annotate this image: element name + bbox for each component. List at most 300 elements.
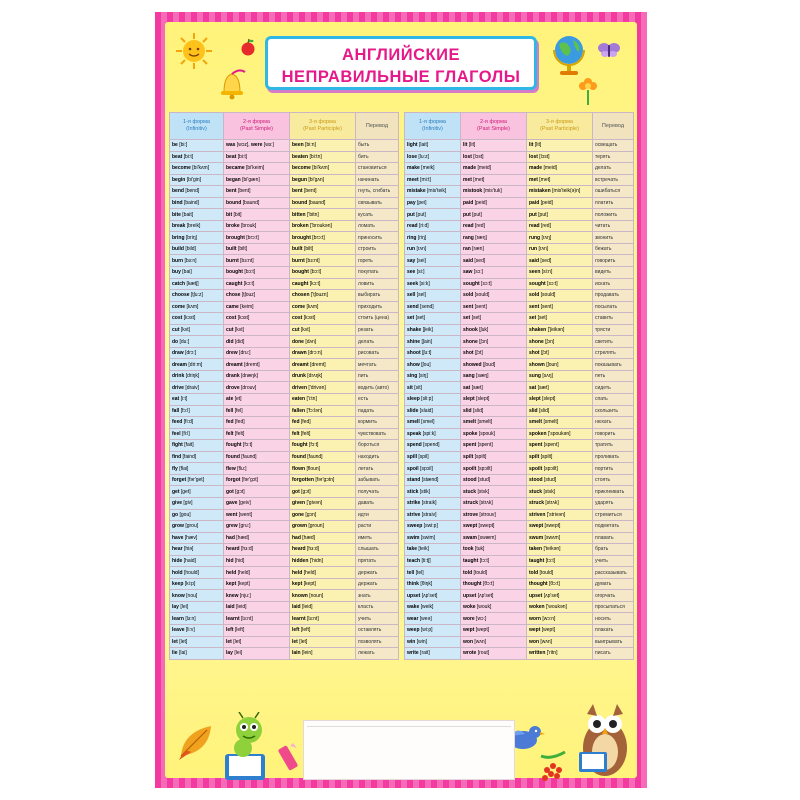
table-row — [170, 636, 399, 648]
form1-cell: choose [tʃu:z] — [170, 290, 224, 302]
form2-cell: fell [fel] — [224, 405, 290, 417]
butterfly-icon — [597, 42, 621, 58]
form1-cell: fight [fait] — [170, 440, 224, 452]
form1-cell: bring [briŋ] — [170, 232, 224, 244]
form3-cell: worn [wɔ:n] — [527, 613, 593, 625]
form2-cell: upset [ʌp'set] — [461, 590, 527, 602]
form3-cell: fallen ['fɔ:lən] — [290, 405, 356, 417]
table-row — [405, 474, 634, 486]
form3-cell: caught [kɔ:t] — [290, 278, 356, 290]
table-row — [170, 648, 399, 660]
table-row — [405, 497, 634, 509]
translation-cell: оставлять — [356, 624, 399, 636]
form2-cell: got [gɔt] — [224, 486, 290, 498]
form2-cell: spent [spent] — [461, 440, 527, 452]
form3-cell: begun [bi'gʌn] — [290, 174, 356, 186]
form3-cell: broken ['broukən] — [290, 220, 356, 232]
form2-cell: bought [bɔ:t] — [224, 267, 290, 279]
translation-cell: выбирать — [356, 290, 399, 302]
translation-cell: портить — [593, 463, 634, 475]
form2-cell: slept [slept] — [461, 394, 527, 406]
form3-cell: stood [stud] — [527, 474, 593, 486]
table-row — [405, 532, 634, 544]
form3-cell: shot [ʃɔt] — [527, 347, 593, 359]
form3-cell: left [left] — [290, 624, 356, 636]
form2-cell: took [tuk] — [461, 544, 527, 556]
form2-cell: fought [fɔ:t] — [224, 440, 290, 452]
form2-cell: made [meid] — [461, 163, 527, 175]
form1-cell: spend [spend] — [405, 440, 461, 452]
table-row — [405, 521, 634, 533]
form1-cell: go [gou] — [170, 509, 224, 521]
form1-cell: tell [tel] — [405, 567, 461, 579]
translation-cell: делать — [593, 163, 634, 175]
table-row — [170, 451, 399, 463]
form3-cell: shone [ʃɔn] — [527, 336, 593, 348]
translation-cell: летать — [356, 463, 399, 475]
form1-cell: leave [li:v] — [170, 624, 224, 636]
form2-cell: put [put] — [461, 209, 527, 221]
form1-cell: fall [fɔ:l] — [170, 405, 224, 417]
form2-cell: kept [kept] — [224, 578, 290, 590]
form1-cell: let [let] — [170, 636, 224, 648]
form2-cell: went [went] — [224, 509, 290, 521]
table-header-row — [405, 113, 634, 140]
form2-cell: became [bi'keim] — [224, 163, 290, 175]
table-row — [170, 544, 399, 556]
form1-cell: get [get] — [170, 486, 224, 498]
form1-cell: think [θiŋk] — [405, 578, 461, 590]
form1-cell: spoil [spɔil] — [405, 463, 461, 475]
translation-cell: рисовать — [356, 347, 399, 359]
bell-icon — [215, 66, 249, 102]
owl-icon — [573, 694, 635, 782]
form1-cell: sell [sel] — [405, 290, 461, 302]
form3-cell: sold [sould] — [527, 290, 593, 302]
form1-cell: be [bi:] — [170, 140, 224, 152]
translation-cell: прятать — [356, 555, 399, 567]
table-row — [170, 336, 399, 348]
form3-cell: eaten ['i:tn] — [290, 394, 356, 406]
form3-cell: come [kʌm] — [290, 301, 356, 313]
header-form1: 1-я форма (Infinitiv) — [170, 113, 224, 140]
form2-cell: woke [wouk] — [461, 601, 527, 613]
imprint-block — [303, 720, 515, 780]
form1-cell: draw [drɔ:] — [170, 347, 224, 359]
form3-cell: bought [bɔ:t] — [290, 267, 356, 279]
form3-cell: upset [ʌp'set] — [527, 590, 593, 602]
translation-cell: начинать — [356, 174, 399, 186]
translation-cell: плавать — [593, 532, 634, 544]
form1-cell: make [meik] — [405, 163, 461, 175]
form3-cell: striven ['strivən] — [527, 509, 593, 521]
table-row — [170, 197, 399, 209]
table-row — [170, 509, 399, 521]
translation-cell: носить — [593, 613, 634, 625]
form3-cell: had [hæd] — [290, 532, 356, 544]
form2-cell: wept [wept] — [461, 624, 527, 636]
form1-cell: write [rait] — [405, 648, 461, 660]
translation-cell: идти — [356, 509, 399, 521]
form1-cell: smell [smel] — [405, 417, 461, 429]
table-row — [170, 163, 399, 175]
table-row — [170, 255, 399, 267]
form1-cell: take [teik] — [405, 544, 461, 556]
table-row — [170, 359, 399, 371]
translation-cell: показывать — [593, 359, 634, 371]
form2-cell: paid [peid] — [461, 197, 527, 209]
form1-cell: lay [lei] — [170, 601, 224, 613]
form3-cell: drunk [drʌŋk] — [290, 370, 356, 382]
form2-cell: drew [dru:] — [224, 347, 290, 359]
table-row — [405, 648, 634, 660]
form3-cell: spent [spent] — [527, 440, 593, 452]
form2-cell: cut [kʌt] — [224, 324, 290, 336]
form2-cell: grew [gru:] — [224, 521, 290, 533]
form2-cell: stood [stud] — [461, 474, 527, 486]
translation-cell: сидеть — [593, 382, 634, 394]
table-row — [405, 151, 634, 163]
form3-cell: sought [sɔ:t] — [527, 278, 593, 290]
form2-cell: built [bilt] — [224, 243, 290, 255]
table-row — [405, 301, 634, 313]
title-line-1: АНГЛИЙСКИЕ — [342, 46, 460, 64]
form3-cell: taught [tɔ:t] — [527, 555, 593, 567]
header-form3: 3-я форма (Past Participle) — [527, 113, 593, 140]
form1-cell: ring [riŋ] — [405, 232, 461, 244]
form1-cell: teach [ti:tʃ] — [405, 555, 461, 567]
translation-cell: учить — [356, 613, 399, 625]
table-row — [170, 497, 399, 509]
form3-cell: drawn [drɔ:n] — [290, 347, 356, 359]
form3-cell: hidden ['hidn] — [290, 555, 356, 567]
form1-cell: eat [i:t] — [170, 394, 224, 406]
form3-cell: wept [wept] — [527, 624, 593, 636]
table-row — [405, 578, 634, 590]
form2-cell: caught [kɔ:t] — [224, 278, 290, 290]
form1-cell: send [send] — [405, 301, 461, 313]
form1-cell: do [du:] — [170, 336, 224, 348]
form3-cell: forgotten [fər'gɔtn] — [290, 474, 356, 486]
flower-icon — [575, 76, 601, 106]
table-row — [405, 359, 634, 371]
form2-cell: began [bi'gæn] — [224, 174, 290, 186]
table-row — [170, 243, 399, 255]
form1-cell: become [bi'kʌm] — [170, 163, 224, 175]
translation-cell: лежать — [356, 648, 399, 660]
form1-cell: light [lait] — [405, 140, 461, 152]
verbs-table-right — [404, 112, 634, 660]
table-row — [405, 243, 634, 255]
form1-cell: see [si:] — [405, 267, 461, 279]
form1-cell: pay [pei] — [405, 197, 461, 209]
translation-cell: получать — [356, 486, 399, 498]
form2-cell: smelt [smelt] — [461, 417, 527, 429]
form2-cell: hid [hid] — [224, 555, 290, 567]
form2-cell: brought [brɔ:t] — [224, 232, 290, 244]
form3-cell: let [let] — [290, 636, 356, 648]
form2-cell: cost [kɔst] — [224, 313, 290, 325]
form2-cell: mistook [mis'tuk] — [461, 186, 527, 198]
form1-cell: put [put] — [405, 209, 461, 221]
translation-cell: видеть — [593, 267, 634, 279]
translation-cell: водить (авто) — [356, 382, 399, 394]
translation-cell: нюхать — [593, 417, 634, 429]
table-row — [405, 186, 634, 198]
form3-cell: lost [lɔst] — [527, 151, 593, 163]
translation-cell: освещать — [593, 140, 634, 152]
header-translation: Перевод — [593, 113, 634, 140]
table-row — [405, 220, 634, 232]
form2-cell: set [set] — [461, 313, 527, 325]
translation-cell: читать — [593, 220, 634, 232]
form3-cell: swept [swept] — [527, 521, 593, 533]
form1-cell: dream [dri:m] — [170, 359, 224, 371]
form1-cell: win [win] — [405, 636, 461, 648]
table-row — [170, 324, 399, 336]
translation-cell: кормить — [356, 417, 399, 429]
table-row — [405, 405, 634, 417]
form3-cell: felt [felt] — [290, 428, 356, 440]
form1-cell: lose [lu:z] — [405, 151, 461, 163]
translation-cell: слышать — [356, 544, 399, 556]
translation-cell: продавать — [593, 290, 634, 302]
form3-cell: bitten ['bitn] — [290, 209, 356, 221]
form1-cell: stand [stænd] — [405, 474, 461, 486]
form1-cell: know [nou] — [170, 590, 224, 602]
table-row — [170, 613, 399, 625]
form2-cell: slid [slid] — [461, 405, 527, 417]
form2-cell: let [let] — [224, 636, 290, 648]
form1-cell: keep [ki:p] — [170, 578, 224, 590]
form1-cell: drink [driŋk] — [170, 370, 224, 382]
form2-cell: laid [leid] — [224, 601, 290, 613]
translation-cell: думать — [593, 578, 634, 590]
table-row — [405, 486, 634, 498]
form2-cell: burnt [bɜ:nt] — [224, 255, 290, 267]
translation-cell: гореть — [356, 255, 399, 267]
form3-cell: spoken ['spoukən] — [527, 428, 593, 440]
translation-cell: трясти — [593, 324, 634, 336]
form3-cell: brought [brɔ:t] — [290, 232, 356, 244]
translation-cell: ловить — [356, 278, 399, 290]
table-row — [170, 417, 399, 429]
form3-cell: flown [floun] — [290, 463, 356, 475]
form1-cell: beat [bi:t] — [170, 151, 224, 163]
form1-cell: read [ri:d] — [405, 220, 461, 232]
translation-cell: связывать — [356, 197, 399, 209]
translation-cell: огорчать — [593, 590, 634, 602]
translation-cell: ставить — [593, 313, 634, 325]
form2-cell: met [met] — [461, 174, 527, 186]
table-row — [170, 301, 399, 313]
translation-cell: положить — [593, 209, 634, 221]
table-row — [170, 382, 399, 394]
table-row — [405, 624, 634, 636]
form1-cell: have [hæv] — [170, 532, 224, 544]
form3-cell: stuck [stʌk] — [527, 486, 593, 498]
table-row — [405, 197, 634, 209]
form1-cell: grow [grou] — [170, 521, 224, 533]
form3-cell: told [tould] — [527, 567, 593, 579]
table-row — [170, 267, 399, 279]
form2-cell: knew [nju:] — [224, 590, 290, 602]
table-row — [405, 290, 634, 302]
form2-cell: sent [sent] — [461, 301, 527, 313]
form1-cell: fly [flai] — [170, 463, 224, 475]
form3-cell: won [wʌn] — [527, 636, 593, 648]
table-row — [405, 382, 634, 394]
translation-cell: резать — [356, 324, 399, 336]
form3-cell: swum [swʌm] — [527, 532, 593, 544]
table-row — [405, 278, 634, 290]
form3-cell: heard [hɜ:d] — [290, 544, 356, 556]
form1-cell: hide [haid] — [170, 555, 224, 567]
form2-cell: struck [strʌk] — [461, 497, 527, 509]
table-row — [405, 613, 634, 625]
poster — [155, 12, 647, 788]
form1-cell: wake [weik] — [405, 601, 461, 613]
translation-cell: кусать — [356, 209, 399, 221]
translation-cell: проливать — [593, 451, 634, 463]
table-row — [405, 544, 634, 556]
poster-title — [265, 36, 537, 90]
table-row — [405, 451, 634, 463]
form3-cell: met [met] — [527, 174, 593, 186]
form1-cell: find [faind] — [170, 451, 224, 463]
form2-cell: flew [flu:] — [224, 463, 290, 475]
form1-cell: meet [mi:t] — [405, 174, 461, 186]
translation-cell: падать — [356, 405, 399, 417]
form3-cell: woken ['woukən] — [527, 601, 593, 613]
table-row — [170, 405, 399, 417]
form3-cell: learnt [lɜ:nt] — [290, 613, 356, 625]
form3-cell: done [dʌn] — [290, 336, 356, 348]
form1-cell: say [sei] — [405, 255, 461, 267]
caterpillar-icon — [223, 712, 285, 782]
translation-cell: брать — [593, 544, 634, 556]
translation-cell: приносить — [356, 232, 399, 244]
table-header-row — [170, 113, 399, 140]
form1-cell: burn [bɜ:n] — [170, 255, 224, 267]
header-translation: Перевод — [356, 113, 399, 140]
form2-cell: fed [fed] — [224, 417, 290, 429]
form3-cell: bound [baund] — [290, 197, 356, 209]
translation-cell: гнуть, сгибать — [356, 186, 399, 198]
form2-cell: forgot [fər'gɔt] — [224, 474, 290, 486]
header-form2: 2-я форма (Past Simple) — [461, 113, 527, 140]
form3-cell: been [bi:n] — [290, 140, 356, 152]
form2-cell: sang [sæŋ] — [461, 370, 527, 382]
translation-cell: писать — [593, 648, 634, 660]
form3-cell: bent [bent] — [290, 186, 356, 198]
table-row — [405, 163, 634, 175]
table-row — [170, 186, 399, 198]
form2-cell: drove [drouv] — [224, 382, 290, 394]
form3-cell: got [gɔt] — [290, 486, 356, 498]
translation-cell: быть — [356, 140, 399, 152]
form1-cell: cut [kʌt] — [170, 324, 224, 336]
form2-cell: chose [tʃouz] — [224, 290, 290, 302]
translation-cell: петь — [593, 370, 634, 382]
form2-cell: read [red] — [461, 220, 527, 232]
form1-cell: set [set] — [405, 313, 461, 325]
table-row — [170, 463, 399, 475]
form3-cell: thought [θɔ:t] — [527, 578, 593, 590]
table-row — [170, 220, 399, 232]
table-row — [405, 555, 634, 567]
table-row — [405, 347, 634, 359]
form2-cell: drank [dræŋk] — [224, 370, 290, 382]
translation-cell: учить — [593, 555, 634, 567]
form2-cell: thought [θɔ:t] — [461, 578, 527, 590]
form1-cell: buy [bai] — [170, 267, 224, 279]
form2-cell: ate [et] — [224, 394, 290, 406]
form2-cell: was [wɔz], were [wɜ:] — [224, 140, 290, 152]
form2-cell: shot [ʃɔt] — [461, 347, 527, 359]
form3-cell: dreamt [dremt] — [290, 359, 356, 371]
form2-cell: had [hæd] — [224, 532, 290, 544]
form1-cell: learn [lɜ:n] — [170, 613, 224, 625]
form3-cell: driven ['drivən] — [290, 382, 356, 394]
table-row — [170, 313, 399, 325]
translation-cell: скользить — [593, 405, 634, 417]
table-row — [405, 509, 634, 521]
form3-cell: lain [lein] — [290, 648, 356, 660]
form3-cell: laid [leid] — [290, 601, 356, 613]
table-row — [405, 601, 634, 613]
form3-cell: run [rʌn] — [527, 243, 593, 255]
translation-cell: расти — [356, 521, 399, 533]
form2-cell: sought [sɔ:t] — [461, 278, 527, 290]
table-row — [170, 232, 399, 244]
form2-cell: saw [sɔ:] — [461, 267, 527, 279]
form3-cell: kept [kept] — [290, 578, 356, 590]
form3-cell: paid [peid] — [527, 197, 593, 209]
translation-cell: подметать — [593, 521, 634, 533]
translation-cell: мечтать — [356, 359, 399, 371]
translation-cell: держать — [356, 567, 399, 579]
translation-cell: стоить (цена) — [356, 313, 399, 325]
translation-cell: становиться — [356, 163, 399, 175]
translation-cell: находить — [356, 451, 399, 463]
form3-cell: written ['ritn] — [527, 648, 593, 660]
translation-cell: говорить — [593, 255, 634, 267]
form3-cell: made [meid] — [527, 163, 593, 175]
table-row — [405, 267, 634, 279]
form3-cell: slept [slept] — [527, 394, 593, 406]
form3-cell: known [noun] — [290, 590, 356, 602]
translation-cell: забывать — [356, 474, 399, 486]
form1-cell: give [giv] — [170, 497, 224, 509]
table-row — [170, 624, 399, 636]
form3-cell: put [put] — [527, 209, 593, 221]
table-row — [170, 151, 399, 163]
table-row — [170, 140, 399, 152]
sun-icon — [175, 32, 213, 70]
translation-cell: делать — [356, 336, 399, 348]
globe-icon — [549, 32, 589, 78]
form2-cell: bent [bent] — [224, 186, 290, 198]
table-row — [170, 209, 399, 221]
form1-cell: shake [ʃeik] — [405, 324, 461, 336]
form3-cell: read [red] — [527, 220, 593, 232]
table-row — [170, 486, 399, 498]
table-row — [170, 440, 399, 452]
form2-cell: learnt [lɜ:nt] — [224, 613, 290, 625]
table-row — [170, 590, 399, 602]
form1-cell: stick [stik] — [405, 486, 461, 498]
